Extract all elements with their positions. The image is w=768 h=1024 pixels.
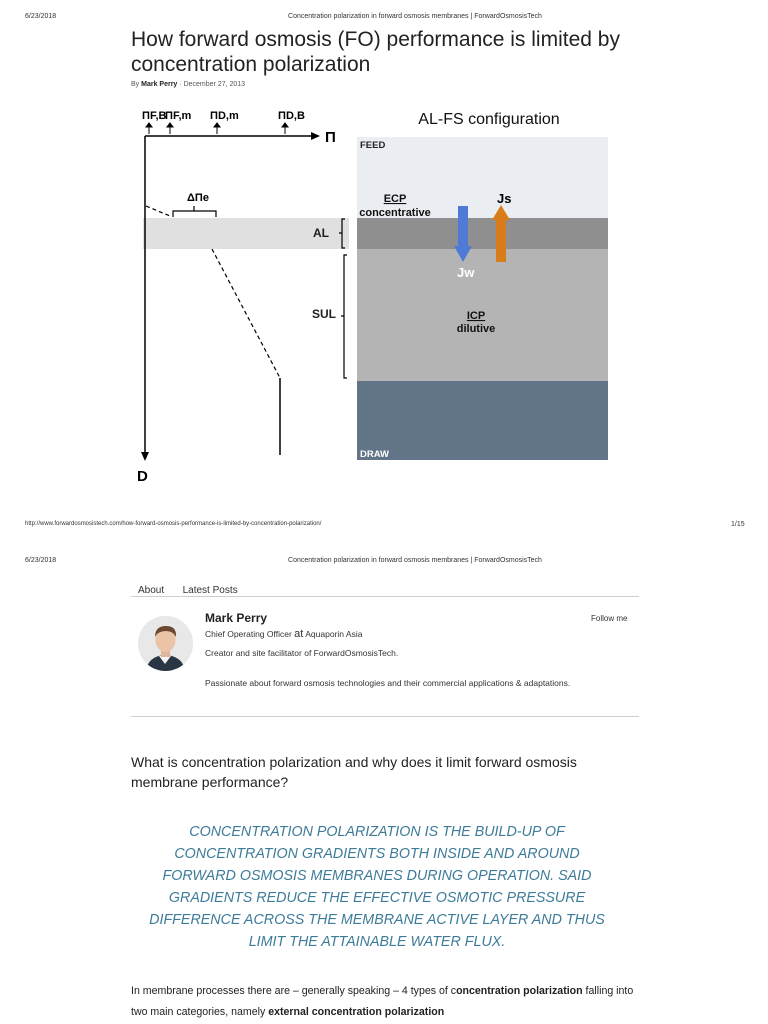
avatar — [138, 616, 193, 671]
active-layer-region — [357, 218, 608, 249]
pi-tick-arrows — [146, 123, 288, 134]
ecp-sublabel: concentrative — [359, 207, 431, 219]
pi-draw-bulk-label: ΠD,B — [278, 110, 305, 122]
tab-latest-posts[interactable]: Latest Posts — [182, 585, 238, 596]
jw-label: Jw — [457, 265, 475, 280]
print-page-number: 1/15 — [731, 521, 745, 528]
byline-by: By — [131, 81, 140, 88]
sul-label: SUL — [312, 307, 336, 321]
pi-feed-bulk-label: ΠF,B — [142, 110, 167, 122]
author-photo — [138, 616, 193, 671]
pi-feed-membrane-label: ΠF,m — [165, 110, 192, 122]
feed-ecp-profile — [146, 206, 170, 216]
al-label: AL — [313, 226, 329, 240]
byline-date: December 27, 2013 — [183, 81, 246, 88]
print-title-2: Concentration polarization in forward osmosis membranes | ForwardOsmosisTech — [288, 557, 542, 564]
follow-me-button[interactable]: Follow me — [591, 614, 628, 623]
solute-flux-arrow-shaft — [496, 218, 506, 262]
ecp-label: ECP — [383, 193, 407, 205]
intro-bold-1: oncentration polarization — [456, 985, 583, 997]
print-title: Concentration polarization in forward osmosis membranes | ForwardOsmosisTech — [288, 13, 542, 20]
intro-text-1: In membrane processes there are – generally speaking – 4 types of c — [131, 985, 457, 997]
pi-axis-arrowhead — [311, 132, 320, 140]
author-role — [205, 628, 362, 640]
d-axis-label: D — [137, 468, 148, 485]
config-title: AL-FS configuration — [418, 111, 560, 128]
pi-axis-label: Π — [325, 129, 336, 146]
tab-about[interactable]: About — [138, 585, 165, 596]
intro-text-2: falling into two main categories, namely — [131, 985, 634, 1018]
draw-label: DRAW — [360, 449, 390, 460]
delta-pi-label: ΔΠe — [187, 192, 209, 204]
delta-pi-bracket — [173, 206, 216, 217]
article-title: How forward osmosis (FO) performance is limited by concentration polarization — [131, 28, 620, 76]
author-box-bottom-divider — [131, 716, 639, 717]
icp-profile — [212, 249, 280, 378]
js-label: Js — [497, 191, 512, 206]
print-url: http://www.forwardosmosistech.com/how-forward-osmosis-performance-is-limited-by-concentration-polarization/ — [25, 521, 322, 527]
intro-bold-2: external concentration polarization — [268, 1006, 445, 1018]
icp-label: ICP — [466, 310, 486, 322]
intro-paragraph — [131, 981, 651, 1023]
pi-draw-membrane-label: ΠD,m — [210, 110, 239, 122]
author-role-at: at — [294, 628, 304, 640]
author-bio-line-2: Passionate about forward osmosis technologies and their commercial applications & adaptations. — [205, 678, 571, 688]
author-bio-line-1: Creator and site facilitator of ForwardOsmosisTech. — [205, 648, 399, 658]
feed-region — [357, 137, 608, 218]
byline-author[interactable]: Mark Perry — [141, 81, 178, 88]
author-role-title: Chief Operating Officer — [205, 629, 292, 639]
feed-label: FEED — [360, 140, 386, 151]
section-question: What is concentration polarization and why does it limit forward osmosis membrane performance? — [131, 754, 577, 790]
draw-region — [357, 381, 608, 460]
byline — [131, 81, 245, 88]
byline-separator: · — [179, 81, 182, 88]
print-date: 6/23/2018 — [25, 13, 57, 20]
d-axis-arrowhead — [141, 452, 149, 461]
print-date-2: 6/23/2018 — [25, 557, 57, 564]
author-company-link[interactable]: Aquaporin Asia — [305, 629, 363, 639]
icp-sublabel: dilutive — [456, 323, 496, 335]
water-flux-arrow-shaft — [458, 206, 468, 248]
author-box-top-divider — [131, 596, 639, 597]
pull-quote: CONCENTRATION POLARIZATION IS THE BUILD-UP OF CONCENTRATION GRADIENTS BOTH INSIDE AND AROUND FORWARD OSMOSIS MEMBRANES DURING OPERATION. SAID GRADIENTS REDUCE THE EFFECTIVE OSMOTIC PRESSURE DIFFERENCE ACROSS THE MEMBRANE ACTIVE LAYER AND THUS LIMIT THE ATTAINABLE WATER FLUX. — [149, 824, 605, 950]
concentration-polarization-figure — [0, 100, 768, 495]
sul-bracket — [341, 255, 347, 378]
author-name[interactable]: Mark Perry — [205, 611, 268, 625]
